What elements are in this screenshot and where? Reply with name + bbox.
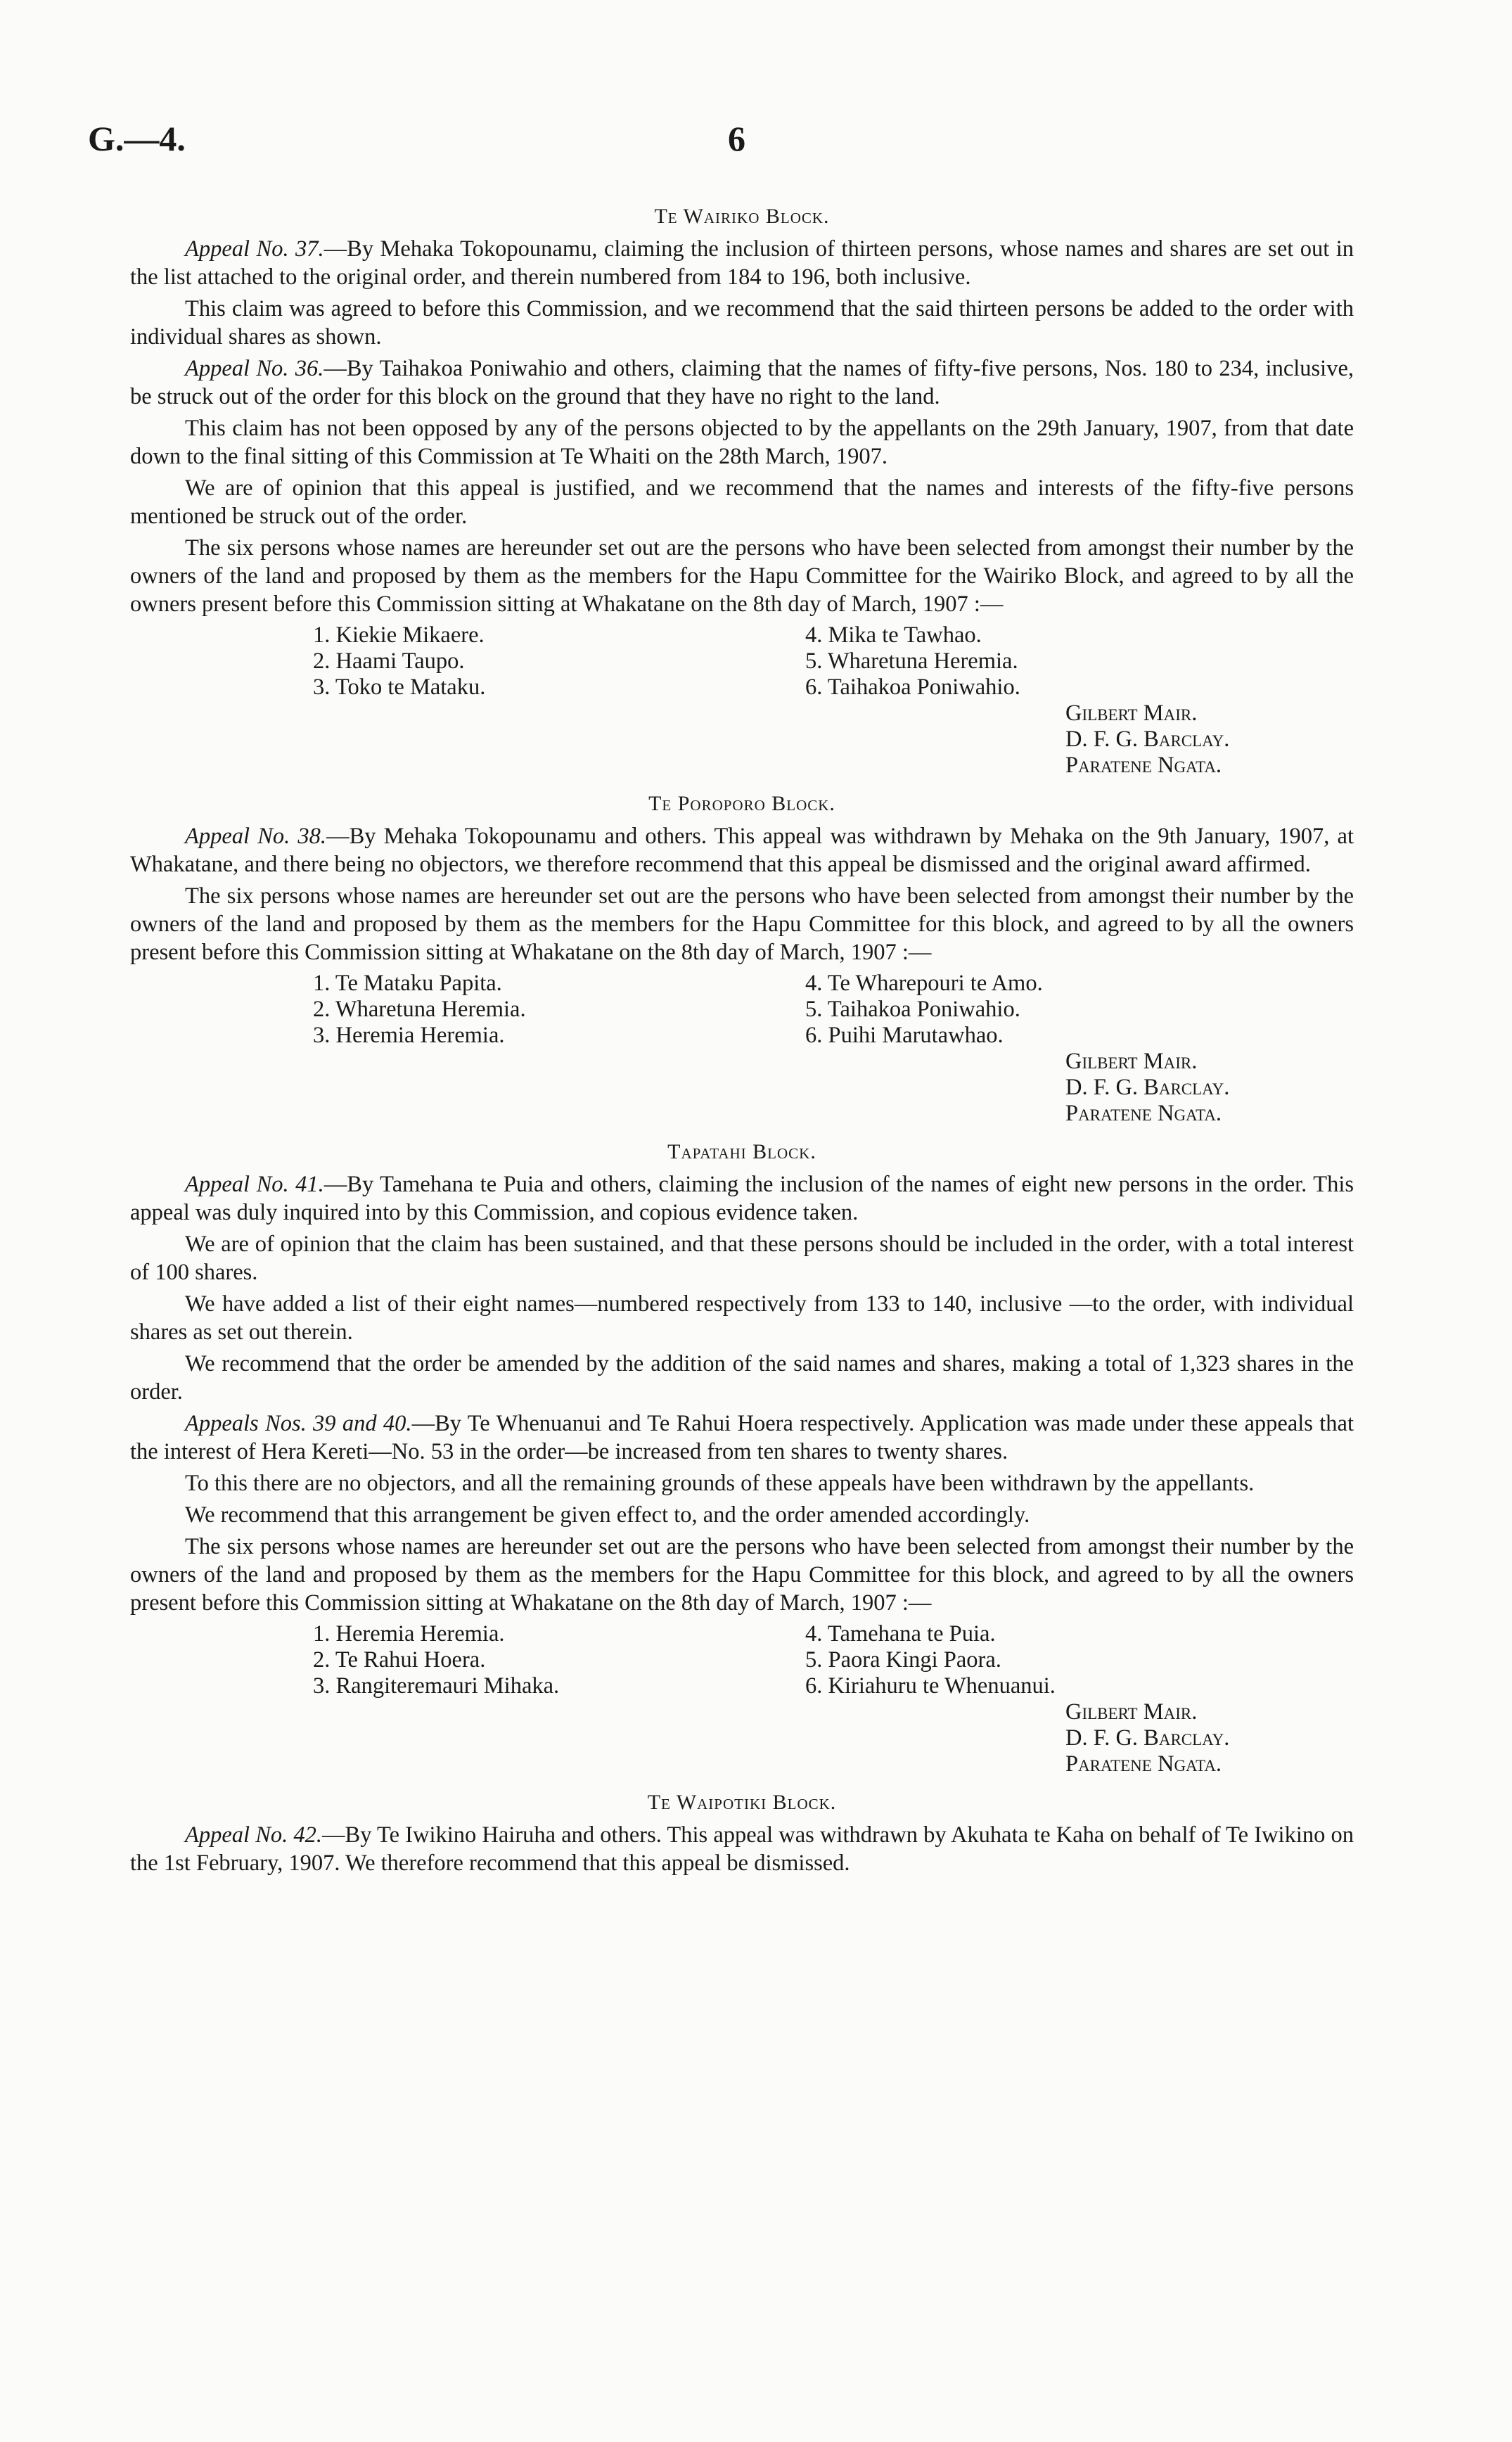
committee-member: 6. Kiriahuru te Whenuanui.: [805, 1673, 1056, 1699]
committee-column: [313, 1621, 805, 1699]
signatory-name: D. F. G. Barclay.: [1065, 1725, 1230, 1751]
signature-block: [1065, 701, 1354, 779]
paragraph-text: We recommend that this arrangement be given effect to, and the order amended accordingly.: [185, 1502, 1030, 1528]
paragraph-text: The six persons whose names are hereunder set out are the persons who have been selected from amongst their number by the owners of the land and proposed by them as the members for the Hapu Committee for the Wairiko Block, and agreed to by all the owners present before this Commission sitting at Whakatane on the 8th day of March, 1907 :—: [130, 535, 1354, 617]
committee-list: [313, 1621, 1298, 1699]
committee-member: 5. Taihakoa Poniwahio.: [805, 997, 1020, 1022]
committee-member: 1. Te Mataku Papita.: [313, 971, 502, 996]
paragraph: [130, 1290, 1354, 1346]
committee-column: [313, 622, 805, 701]
page-number: 6: [728, 119, 745, 158]
paragraph: [130, 534, 1354, 618]
signatory-name: Paratene Ngata.: [1065, 1751, 1222, 1777]
committee-column: [313, 971, 805, 1049]
block-section: [130, 203, 1354, 779]
committee-member: 3. Rangiteremauri Mihaka.: [313, 1673, 560, 1699]
committee-member: 1. Heremia Heremia.: [313, 1621, 505, 1647]
paragraph: [130, 1230, 1354, 1286]
signatory-name: Gilbert Mair.: [1065, 1699, 1198, 1725]
document-reference: G.—4.: [88, 119, 186, 158]
appeal-label: Appeals Nos. 39 and 40.: [185, 1411, 412, 1436]
committee-column: [805, 1621, 1298, 1699]
committee-member: 1. Kiekie Mikaere.: [313, 622, 485, 648]
signatory-name: Gilbert Mair.: [1065, 701, 1198, 726]
paragraph-text: We have added a list of their eight names—numbered respectively from 133 to 140, inclusive —to the order, with individual shares as set out therein.: [130, 1291, 1354, 1345]
paragraph: [130, 1409, 1354, 1466]
paragraph: [130, 235, 1354, 291]
appeal-label: Appeal No. 42.: [185, 1822, 323, 1848]
appeal-label: Appeal No. 36.: [185, 356, 324, 381]
block-title: Tapatahi Block.: [667, 1140, 816, 1163]
paragraph-text: —By Te Whenuanui and Te Rahui Hoera respectively. Application was made under these appeals that the interest of Hera Kereti—No. 53 in the order—be increased from ten shares to twenty shares.: [130, 1411, 1354, 1464]
paragraph: [130, 1170, 1354, 1227]
paragraph-text: We are of opinion that the claim has been sustained, and that these persons should be included in the order, with a total interest of 100 shares.: [130, 1232, 1354, 1285]
committee-member: 2. Te Rahui Hoera.: [313, 1647, 486, 1673]
paragraph-text: The six persons whose names are hereunder set out are the persons who have been selected from amongst their number by the owners of the land and proposed by them as the members for the Hapu Committee for this block, and agreed to by all the owners present before this Commission sitting at Whakatane on the 8th day of March, 1907 :—: [130, 1534, 1354, 1616]
paragraph: [130, 822, 1354, 878]
paragraph: [130, 1350, 1354, 1406]
block-title: Te Waipotiki Block.: [647, 1791, 837, 1814]
committee-member: 6. Taihakoa Poniwahio.: [805, 675, 1020, 700]
committee-list: [313, 971, 1298, 1049]
page-header: [88, 118, 1424, 174]
signatory-name: D. F. G. Barclay.: [1065, 1075, 1230, 1100]
paragraph-text: The six persons whose names are hereunder set out are the persons who have been selected from amongst their number by the owners of the land and proposed by them as the members for the Hapu Committee for this block, and agreed to by all the owners present before this Commission sitting at Whakatane on the 8th day of March, 1907 :—: [130, 883, 1354, 965]
block-section: [130, 1789, 1354, 1877]
signatory-name: Paratene Ngata.: [1065, 753, 1222, 778]
paragraph: [130, 1469, 1354, 1497]
committee-member: 3. Toko te Mataku.: [313, 675, 486, 700]
paragraph-text: —By Mehaka Tokopounamu and others. This appeal was withdrawn by Mehaka on the 9th January, 1907, at Whakatane, and there being no objectors, we therefore recommend that this appeal be dismissed and the original award affirmed.: [130, 824, 1354, 877]
block-title: Te Poroporo Block.: [648, 792, 835, 815]
paragraph-text: This claim has not been opposed by any of the persons objected to by the appellants on the 29th January, 1907, from that date down to the final sitting of this Commission at Te Whaiti on the 28th March, 1907.: [130, 416, 1354, 469]
committee-member: 4. Mika te Tawhao.: [805, 622, 982, 648]
appeal-label: Appeal No. 37.: [185, 236, 324, 262]
paragraph-text: —By Te Iwikino Hairuha and others. This appeal was withdrawn by Akuhata te Kaha on behalf of Te Iwikino on the 1st February, 1907. We therefore recommend that this appeal be dismissed.: [130, 1822, 1354, 1876]
signatory-name: Gilbert Mair.: [1065, 1049, 1198, 1074]
paragraph: [130, 882, 1354, 966]
committee-column: [805, 622, 1298, 701]
paragraph-text: We are of opinion that this appeal is justified, and we recommend that the names and interests of the fifty-five persons mentioned be struck out of the order.: [130, 475, 1354, 529]
signature-block: [1065, 1699, 1354, 1777]
committee-member: 3. Heremia Heremia.: [313, 1023, 505, 1048]
paragraph: [130, 1501, 1354, 1529]
paragraph: [130, 1533, 1354, 1617]
paragraph-text: —By Tamehana te Puia and others, claiming the inclusion of the names of eight new persons in the order. This appeal was duly inquired into by this Commission, and copious evidence taken.: [130, 1172, 1354, 1225]
paragraph-text: We recommend that the order be amended by the addition of the said names and shares, making a total of 1,323 shares in the order.: [130, 1351, 1354, 1405]
committee-member: 2. Haami Taupo.: [313, 648, 465, 674]
paragraph: [130, 295, 1354, 351]
committee-member: 5. Paora Kingi Paora.: [805, 1647, 1001, 1673]
paragraph: [130, 414, 1354, 471]
appeal-label: Appeal No. 41.: [185, 1172, 324, 1197]
committee-member: 4. Tamehana te Puia.: [805, 1621, 996, 1647]
block-section: [130, 1138, 1354, 1777]
paragraph-text: —By Taihakoa Poniwahio and others, claiming that the names of fifty-five persons, Nos. 180 to 234, inclusive, be struck out of the order for this block on the ground that they have no right to the land.: [130, 356, 1354, 409]
block-title: Te Wairiko Block.: [654, 205, 830, 228]
signature-block: [1065, 1049, 1354, 1127]
appeal-label: Appeal No. 38.: [185, 824, 327, 849]
paragraph: [130, 354, 1354, 411]
committee-member: 2. Wharetuna Heremia.: [313, 997, 526, 1022]
paragraph: [130, 474, 1354, 530]
signatory-name: D. F. G. Barclay.: [1065, 727, 1230, 752]
paragraph: [130, 1821, 1354, 1877]
committee-member: 5. Wharetuna Heremia.: [805, 648, 1018, 674]
committee-member: 6. Puihi Marutawhao.: [805, 1023, 1004, 1048]
paragraph-text: This claim was agreed to before this Commission, and we recommend that the said thirteen persons be added to the order with individual shares as shown.: [130, 296, 1354, 350]
block-section: [130, 790, 1354, 1127]
paragraph-text: —By Mehaka Tokopounamu, claiming the inclusion of thirteen persons, whose names and shares are set out in the list attached to the original order, and therein numbered from 184 to 196, both inclusive.: [130, 236, 1354, 290]
document-body: [130, 191, 1354, 1881]
signatory-name: Paratene Ngata.: [1065, 1101, 1222, 1126]
committee-member: 4. Te Wharepouri te Amo.: [805, 971, 1043, 996]
committee-list: [313, 622, 1298, 701]
paragraph-text: To this there are no objectors, and all the remaining grounds of these appeals have been withdrawn by the appellants.: [185, 1471, 1255, 1496]
committee-column: [805, 971, 1298, 1049]
